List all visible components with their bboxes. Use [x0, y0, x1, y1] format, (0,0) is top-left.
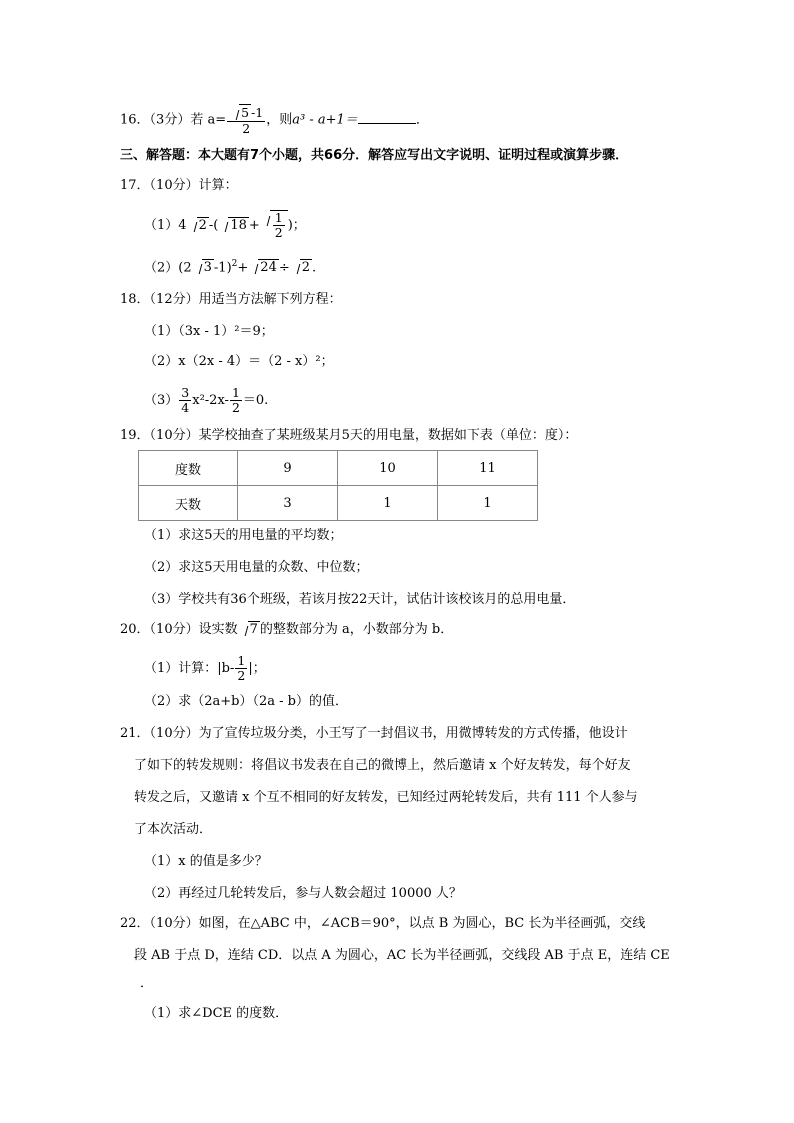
q16-answer-blank	[358, 109, 416, 124]
question-20-part2: （2）求（2a+b）（2a - b）的值．	[144, 694, 349, 709]
question-20-part1: （1）计算：|b- $\frac{1}{2}$ |；	[144, 653, 266, 683]
sqrt-symbol: 24	[249, 258, 279, 278]
question-22-line2: 段 AB 于点 D，连结 CD．以点 A 为圆心，AC 长为半径画弧，交线段 AB 于点 E，连结 CE	[134, 948, 670, 963]
sqrt-symbol: 18	[219, 216, 249, 236]
q16-score: （3分）	[149, 112, 191, 128]
table-cell: 度数	[139, 451, 238, 486]
sqrt-symbol: 7	[239, 620, 260, 640]
question-18-part2: （2）x（2x - 4）＝（2 - x）²；	[144, 354, 334, 369]
table-cell: 10	[338, 451, 438, 486]
question-21-line3: 转发之后，又邀请 x 个互不相同的好友转发，已知经过两轮转发后，共有 111 个人参与	[134, 790, 638, 805]
section-3-title: 三、解答题：本大题有7个小题，共66分．解答应写出文字说明、证明过程或演算步骤．	[120, 148, 629, 163]
q16-expression: a³ - a+1＝	[292, 112, 358, 128]
sqrt-symbol: 5	[230, 104, 251, 121]
table-cell: 1	[438, 486, 538, 521]
sqrt-symbol: $\frac{1}{2}$	[261, 210, 288, 240]
q16-prefix: 若 a=	[190, 112, 227, 128]
question-21-part2: （2）再经过几轮转发后，参与人数会超过 10000 人？	[144, 886, 462, 901]
table-cell: 天数	[139, 486, 238, 521]
question-19-head: 19．（10分）某学校抽查了某班级某月5天的用电量，数据如下表（单位：度）：	[120, 428, 578, 443]
question-19-part2: （2）求这5天用电量的众数、中位数；	[144, 560, 369, 575]
question-18-head: 18．（12分）用适当方法解下列方程：	[120, 292, 342, 307]
table-row	[139, 486, 538, 521]
question-18-part1: （1）（3x - 1）²＝9；	[144, 324, 274, 339]
sqrt-symbol: 3	[193, 258, 214, 278]
sqrt-symbol: 2	[291, 258, 312, 278]
question-21-line1: 21．（10分）为了宣传垃圾分类，小王写了一封倡议书，用微博转发的方式传播，他设计	[120, 726, 628, 741]
question-20-head: 20．（10分）设实数 7 的整数部分为 a，小数部分为 b．	[120, 620, 453, 640]
question-17-head: 17．（10分）计算：	[120, 178, 238, 193]
question-21-line2: 了如下的转发规则：将倡议书发表在自己的微博上，然后邀请 x 个好友转发，每个好友	[134, 758, 631, 773]
question-22-line1: 22．（10分）如图，在△ABC 中，∠ACB＝90°，以点 B 为圆心，BC 长为半径画弧，交线	[120, 916, 646, 931]
question-21-part1: （1）x 的值是多少？	[144, 854, 268, 869]
question-19-part1: （1）求这5天的用电量的平均数；	[144, 528, 343, 543]
question-18-part3: （3） $\frac{3}{4}$ x²-2x- $\frac{1}{2}$ ＝0.	[144, 385, 269, 415]
sqrt-symbol: 2	[188, 216, 209, 236]
table-cell: 11	[438, 451, 538, 486]
question-16: 16．（3分）若 a= $\frac{5 -1}{2}$ ，则a³ - a+1＝ ．	[120, 105, 429, 136]
question-19-part3: （3）学校共有36个班级，若该月按22天计，试估计该校该月的总用电量．	[144, 592, 576, 607]
q16-number: 16．	[120, 112, 150, 128]
table-cell: 9	[238, 451, 338, 486]
electricity-table	[138, 450, 538, 521]
question-22-part1: （1）求∠DCE 的度数．	[144, 1006, 289, 1021]
question-21-line4: 了本次活动．	[134, 822, 213, 837]
table-cell: 1	[338, 486, 438, 521]
table-row	[139, 451, 538, 486]
table-cell: 3	[238, 486, 338, 521]
question-17-part2: （2）(2 3 -1)$^2$+ 24 ÷ 2 .	[144, 254, 316, 278]
q16-fraction: $\frac{5 -1}{2}$	[227, 104, 265, 136]
question-17-part1: （1）4 2 -( 18 + $\frac{1}{2}$ )；	[144, 210, 306, 240]
question-22-line3: ．	[140, 976, 154, 991]
